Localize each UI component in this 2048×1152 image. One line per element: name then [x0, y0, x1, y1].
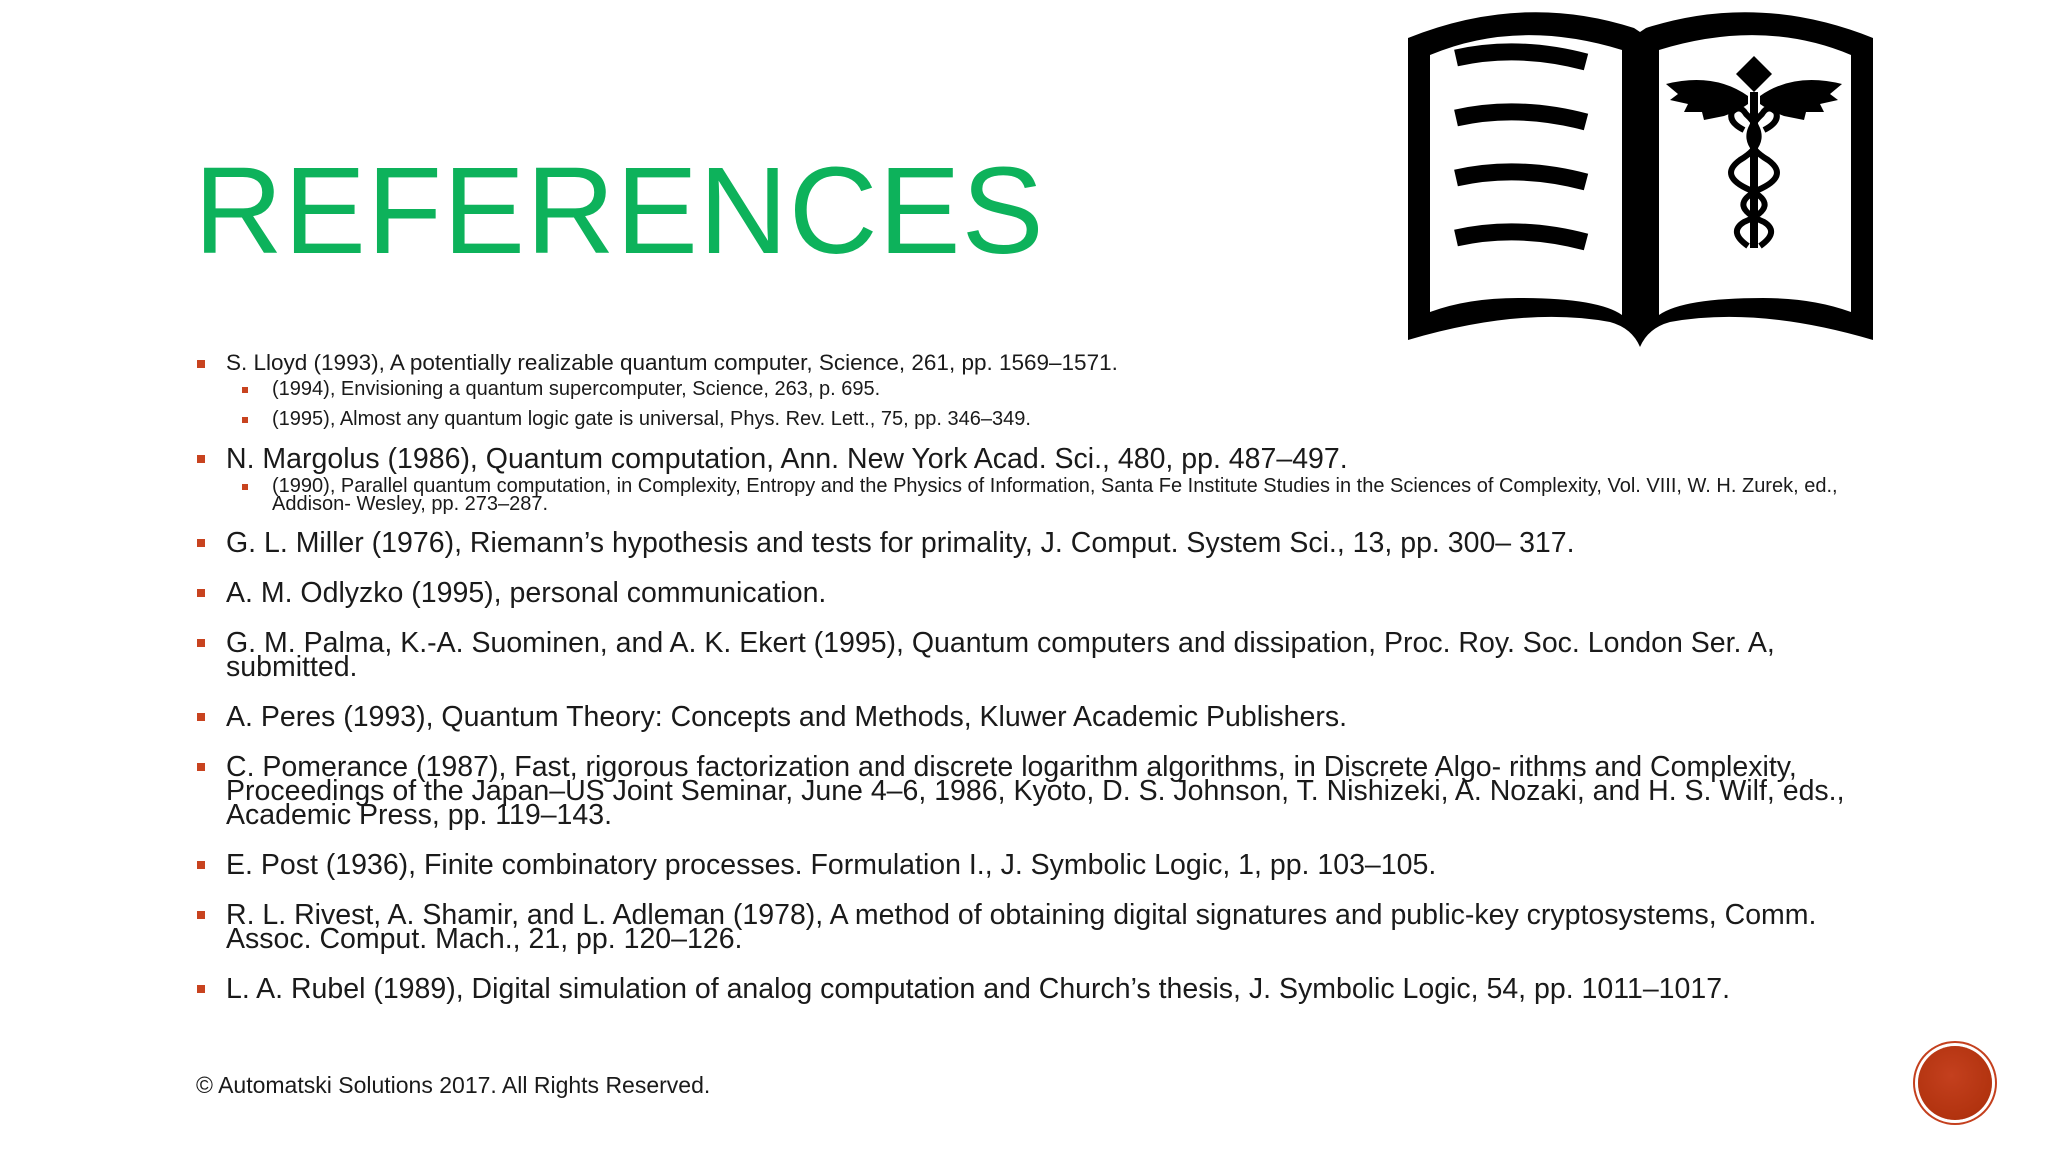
reference-text: L. A. Rubel (1989), Digital simulation of analog computation and Church’s thesis, J. Symbolic Logic, 54, pp. 1011–1017.	[226, 973, 1731, 1005]
book-caduceus-icon	[1408, 0, 1873, 350]
copyright-footer: © Automatski Solutions 2017. All Rights Reserved.	[196, 1072, 711, 1098]
reference-text: E. Post (1936), Finite combinatory processes. Formulation I., J. Symbolic Logic, 1, pp. 103–105.	[226, 849, 1437, 881]
sub-reference-text: (1990), Parallel quantum computation, in Complexity, Entropy and the Physics of Information, Santa Fe Institute Studies in the Sciences of Complexity, Vol. VIII, W. H. Zurek, ed., Addison- Wesley, pp. 273–287.	[272, 475, 1838, 515]
sub-reference-item	[240, 410, 1854, 429]
reference-text: A. M. Odlyzko (1995), personal communication.	[226, 577, 827, 609]
reference-item	[194, 352, 1854, 429]
reference-item	[194, 627, 1854, 683]
reference-item	[194, 527, 1854, 559]
slide-title: REFERENCES	[194, 143, 1045, 280]
reference-item	[194, 849, 1854, 881]
sub-reference-item	[240, 477, 1854, 513]
reference-text: C. Pomerance (1987), Fast, rigorous factorization and discrete logarithm algorithms, in Discrete Algo- rithms and Complexity, Proceedings of the Japan–US Joint Seminar, June 4–6, 1986, Kyoto, D. S. Johnson, T. Nishizeki, A. Nozaki, and H. S. Wilf, eds., Academic Press, pp. 119–143.	[226, 751, 1845, 831]
reference-text: G. M. Palma, K.-A. Suominen, and A. K. Ekert (1995), Quantum computers and dissipation, Proc. Roy. Soc. London Ser. A, submitted.	[226, 627, 1775, 683]
reference-item	[194, 701, 1854, 733]
sub-reference-text: (1995), Almost any quantum logic gate is universal, Phys. Rev. Lett., 75, pp. 346–349.	[272, 408, 1031, 430]
next-slide-button[interactable]	[1918, 1046, 1992, 1120]
reference-item	[194, 973, 1854, 1005]
reference-item	[194, 443, 1854, 515]
reference-text: N. Margolus (1986), Quantum computation, Ann. New York Acad. Sci., 480, pp. 487–497.	[226, 443, 1348, 475]
reference-text: A. Peres (1993), Quantum Theory: Concepts and Methods, Kluwer Academic Publishers.	[226, 701, 1348, 733]
reference-text: S. Lloyd (1993), A potentially realizable quantum computer, Science, 261, pp. 1569–1571.	[226, 350, 1118, 375]
references-list	[194, 352, 1854, 1027]
reference-item	[194, 577, 1854, 609]
reference-text: R. L. Rivest, A. Shamir, and L. Adleman (1978), A method of obtaining digital signatures and public-key cryptosystems, Comm. Assoc. Comput. Mach., 21, pp. 120–126.	[226, 899, 1817, 955]
reference-item	[194, 751, 1854, 831]
reference-text: G. L. Miller (1976), Riemann’s hypothesis and tests for primality, J. Comput. System Sci., 13, pp. 300– 317.	[226, 527, 1575, 559]
reference-item	[194, 899, 1854, 955]
sub-reference-text: (1994), Envisioning a quantum supercomputer, Science, 263, p. 695.	[272, 378, 881, 400]
sub-reference-item	[240, 380, 1854, 399]
